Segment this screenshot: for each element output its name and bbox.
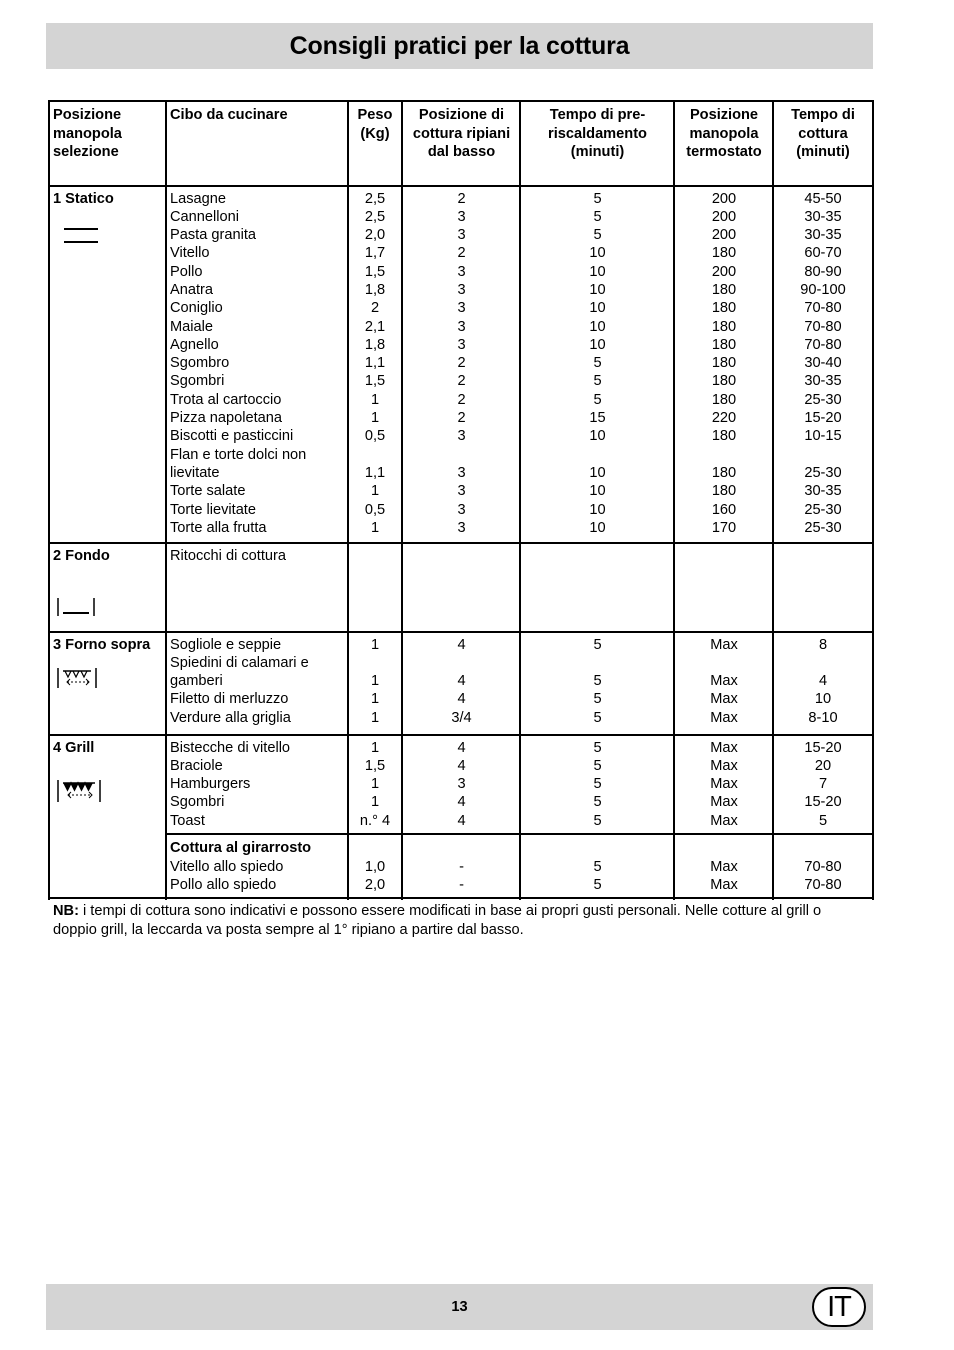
thermostat-cell: 200 <box>711 190 737 207</box>
table-border <box>872 100 874 900</box>
preheat-cell: 5 <box>593 858 602 875</box>
time-cell: 30-40 <box>804 355 842 372</box>
food-cell: Pollo allo spiedo <box>170 876 277 893</box>
thermostat-cell: 180 <box>711 391 737 408</box>
food-cell: Sgombri <box>170 373 225 390</box>
preheat-cell: 5 <box>593 709 602 726</box>
food-cell: Maiale <box>170 318 213 335</box>
preheat-cell <box>521 547 674 565</box>
thermostat-cell: 180 <box>711 318 737 335</box>
thermostat-column <box>675 739 773 830</box>
weight-cell: 2,0 <box>364 227 386 244</box>
time-cell: 10 <box>814 691 832 708</box>
shelf-cell: 3 <box>457 263 466 280</box>
thermostat-cell: Max <box>710 776 738 793</box>
thermostat-cell: Max <box>710 691 738 708</box>
shelf-cell: - <box>459 876 464 893</box>
thermostat-cell: Max <box>710 876 738 893</box>
time-cell: 25-30 <box>804 519 842 536</box>
food-cell: Torte lievitate <box>170 501 256 518</box>
preheat-cell: 5 <box>593 391 602 408</box>
food-cell: Bistecche di vitello <box>170 739 291 756</box>
food-cell: Ritocchi di cottura <box>170 547 286 564</box>
top-heating-fan-icon <box>56 666 100 690</box>
time-column <box>774 739 872 830</box>
weight-cell: 0,5 <box>364 428 386 445</box>
thermostat-cell: 180 <box>711 483 737 500</box>
food-cell: Lasagne <box>170 190 226 207</box>
thermostat-cell: Max <box>710 794 738 811</box>
preheat-cell: 5 <box>593 355 602 372</box>
food-column <box>170 636 345 727</box>
footnote-label: NB: <box>53 903 79 919</box>
thermostat-column <box>675 636 773 727</box>
food-cell: Trota al cartoccio <box>170 391 282 408</box>
preheat-cell: 5 <box>593 794 602 811</box>
food-column <box>170 547 345 565</box>
time-cell: 5 <box>818 812 828 829</box>
time-column <box>774 547 872 565</box>
shelf-cell: 4 <box>457 812 466 829</box>
shelf-cell: 2 <box>457 391 466 408</box>
shelf-column <box>403 190 520 538</box>
weight-cell <box>348 654 402 672</box>
preheat-cell: 5 <box>593 739 602 756</box>
food-cell: Agnello <box>170 336 219 353</box>
weight-cell: n.° 4 <box>359 812 391 829</box>
preheat-cell: 5 <box>593 373 602 390</box>
thermostat-cell: 200 <box>711 227 737 244</box>
weight-cell: 1 <box>370 391 380 408</box>
thermostat-cell: 180 <box>711 300 737 317</box>
shelf-cell: 2 <box>457 373 466 390</box>
mode-label: 2 Fondo <box>53 548 110 564</box>
shelf-cell: 3 <box>457 428 466 445</box>
header-weight: Peso (Kg) <box>357 107 393 142</box>
time-cell: 8 <box>818 636 828 653</box>
thermostat-cell <box>675 654 773 672</box>
thermostat-cell: Max <box>710 812 738 829</box>
weight-cell: 1 <box>370 739 380 756</box>
food-column <box>170 739 345 830</box>
shelf-cell: 3 <box>457 776 466 793</box>
weight-cell: 1,1 <box>364 464 386 481</box>
shelf-cell: 2 <box>457 410 466 427</box>
weight-cell: 1,1 <box>364 355 386 372</box>
shelf-column <box>403 547 520 565</box>
table-border <box>48 897 874 899</box>
thermostat-cell: 180 <box>711 355 737 372</box>
food-cell: Vitello allo spiedo <box>170 858 284 875</box>
column-divider <box>165 100 167 900</box>
mode-label: 1 Statico <box>53 191 114 207</box>
cooking-table <box>48 100 874 900</box>
preheat-cell: 5 <box>593 636 602 653</box>
food-cell: Vitello <box>170 245 210 262</box>
preheat-cell: 10 <box>589 464 606 481</box>
time-cell: 25-30 <box>804 464 842 481</box>
preheat-cell: 10 <box>589 263 606 280</box>
weight-cell: 2,5 <box>364 208 386 225</box>
food-cell: Torte alla frutta <box>170 519 267 536</box>
thermostat-cell <box>675 446 773 464</box>
header-preheat: Tempo di pre- riscaldamento (minuti) <box>548 107 647 160</box>
time-cell: 7 <box>818 776 828 793</box>
thermostat-cell: 200 <box>711 208 737 225</box>
header-divider <box>48 185 874 187</box>
preheat-cell: 5 <box>593 208 602 225</box>
weight-cell: 1 <box>370 776 380 793</box>
thermostat-column <box>675 190 773 538</box>
preheat-cell <box>521 446 674 464</box>
shelf-cell: 4 <box>457 794 466 811</box>
weight-column <box>348 739 402 830</box>
shelf-column <box>403 636 520 727</box>
preheat-cell: 15 <box>589 410 606 427</box>
weight-cell: 2,1 <box>364 318 386 335</box>
thermostat-cell: Max <box>710 757 738 774</box>
weight-cell: 1 <box>370 483 380 500</box>
thermostat-cell: 180 <box>711 245 737 262</box>
header-food: Cibo da cucinare <box>170 107 288 123</box>
preheat-cell: 5 <box>593 673 602 690</box>
shelf-cell: 3 <box>457 281 466 298</box>
time-cell: 30-35 <box>804 208 842 225</box>
shelf-cell: 4 <box>457 673 466 690</box>
time-cell <box>774 446 872 464</box>
thermostat-cell: 160 <box>711 501 737 518</box>
food-cell: gamberi <box>170 673 223 690</box>
time-cell: 70-80 <box>804 336 842 353</box>
section-divider <box>167 833 874 835</box>
thermostat-cell: 180 <box>711 281 737 298</box>
thermostat-cell: Max <box>710 673 738 690</box>
weight-cell: 1,5 <box>364 263 386 280</box>
weight-cell: 2,5 <box>364 190 386 207</box>
time-cell: 15-20 <box>804 739 842 756</box>
time-cell: 80-90 <box>804 263 842 280</box>
title-bar <box>46 23 873 69</box>
preheat-cell: 5 <box>593 227 602 244</box>
food-column <box>170 190 345 538</box>
preheat-cell: 5 <box>593 757 602 774</box>
food-cell: Hamburgers <box>170 776 251 793</box>
weight-cell: 1 <box>370 794 380 811</box>
preheat-column <box>521 636 674 727</box>
thermostat-cell: 170 <box>711 519 737 536</box>
thermostat-cell: Max <box>710 709 738 726</box>
shelf-cell: 3 <box>457 464 466 481</box>
thermostat-column <box>675 547 773 565</box>
food-cell: Sgombri <box>170 794 225 811</box>
language-badge: IT <box>812 1287 866 1327</box>
weight-cell: 1,8 <box>364 336 386 353</box>
time-cell: 20 <box>814 757 832 774</box>
time-column <box>774 190 872 538</box>
weight-cell: 1,5 <box>364 757 386 774</box>
time-cell: 25-30 <box>804 391 842 408</box>
shelf-cell: 2 <box>457 245 466 262</box>
footer-bar <box>46 1284 873 1330</box>
weight-cell <box>348 446 402 464</box>
time-cell: 30-35 <box>804 227 842 244</box>
food-cell: Braciole <box>170 757 223 774</box>
section-divider <box>48 542 874 544</box>
food-cell: Sgombro <box>170 355 230 372</box>
time-column <box>774 636 872 727</box>
weight-cell: 0,5 <box>364 501 386 518</box>
weight-cell: 1 <box>370 673 380 690</box>
preheat-cell: 10 <box>589 519 606 536</box>
grill-fan-icon <box>56 779 104 803</box>
time-cell: 70-80 <box>804 858 842 875</box>
mode-label: 3 Forno sopra <box>53 637 151 653</box>
time-cell <box>774 654 872 672</box>
page-number: 13 <box>451 1299 468 1315</box>
food-cell: Anatra <box>170 281 213 298</box>
food-column <box>170 858 345 895</box>
preheat-cell: 5 <box>593 190 602 207</box>
time-cell: 15-20 <box>804 794 842 811</box>
shelf-cell: 4 <box>457 757 466 774</box>
preheat-cell: 10 <box>589 245 606 262</box>
header-position: Posizione manopola selezione <box>53 107 122 160</box>
preheat-cell: 10 <box>589 483 606 500</box>
time-cell: 10-15 <box>804 428 842 445</box>
preheat-cell: 5 <box>593 776 602 793</box>
section-divider <box>48 734 874 736</box>
time-cell: 15-20 <box>804 410 842 427</box>
thermostat-cell: 180 <box>711 336 737 353</box>
weight-cell: 1 <box>370 691 380 708</box>
shelf-cell: 3 <box>457 208 466 225</box>
shelf-cell <box>403 654 520 672</box>
food-cell: Cannelloni <box>170 208 239 225</box>
thermostat-column <box>675 858 773 895</box>
time-cell: 60-70 <box>804 245 842 262</box>
time-cell <box>774 547 872 565</box>
time-cell: 90-100 <box>800 281 846 298</box>
shelf-cell: 4 <box>457 739 466 756</box>
thermostat-cell: 180 <box>711 428 737 445</box>
weight-column <box>348 190 402 538</box>
preheat-cell: 10 <box>589 428 606 445</box>
food-cell: Biscotti e pasticcini <box>170 428 294 445</box>
footnote <box>53 902 863 940</box>
weight-cell: 2 <box>370 300 380 317</box>
thermostat-cell: 180 <box>711 464 737 481</box>
food-cell: Verdure alla griglia <box>170 709 291 726</box>
preheat-cell: 5 <box>593 691 602 708</box>
weight-column <box>348 636 402 727</box>
food-cell: Flan e torte dolci non <box>170 446 307 463</box>
weight-cell: 1,5 <box>364 373 386 390</box>
food-cell: Torte salate <box>170 483 246 500</box>
weight-cell: 2,0 <box>364 876 386 893</box>
preheat-cell: 10 <box>589 336 606 353</box>
page-title: Consigli pratici per la cottura <box>289 32 630 60</box>
header-shelf: Posizione di cottura ripiani dal basso <box>412 107 511 160</box>
preheat-cell <box>521 654 674 672</box>
thermostat-cell <box>675 547 773 565</box>
food-cell: Toast <box>170 812 205 829</box>
weight-cell: 1 <box>370 410 380 427</box>
thermostat-cell: Max <box>710 739 738 756</box>
shelf-cell: 2 <box>457 190 466 207</box>
preheat-cell: 10 <box>589 281 606 298</box>
food-cell: Pizza napoletana <box>170 410 282 427</box>
time-cell: 4 <box>818 673 828 690</box>
time-column <box>774 858 872 895</box>
time-cell: 8-10 <box>808 709 838 726</box>
food-cell: Coniglio <box>170 300 223 317</box>
shelf-cell: 3 <box>457 519 466 536</box>
table-border <box>48 100 50 900</box>
time-cell: 30-35 <box>804 483 842 500</box>
shelf-cell: 3 <box>457 336 466 353</box>
weight-cell: 1,7 <box>364 245 386 262</box>
preheat-column <box>521 547 674 565</box>
header-time: Tempo di cottura (minuti) <box>791 107 855 160</box>
spit-subheading: Cottura al girarrosto <box>170 840 312 856</box>
shelf-cell: 2 <box>457 355 466 372</box>
static-heating-icon <box>62 225 102 247</box>
weight-cell: 1 <box>370 636 380 653</box>
shelf-cell: - <box>459 858 464 875</box>
thermostat-cell: 200 <box>711 263 737 280</box>
weight-cell: 1,8 <box>364 281 386 298</box>
shelf-column <box>403 739 520 830</box>
mode-label: 4 Grill <box>53 740 95 756</box>
weight-cell <box>348 547 402 565</box>
weight-cell: 1,0 <box>364 858 386 875</box>
time-cell: 25-30 <box>804 501 842 518</box>
shelf-cell: 3 <box>457 501 466 518</box>
thermostat-cell: 180 <box>711 373 737 390</box>
weight-column <box>348 547 402 565</box>
thermostat-cell: Max <box>710 636 738 653</box>
preheat-cell: 10 <box>589 501 606 518</box>
section-divider <box>48 631 874 633</box>
footnote-text: i tempi di cottura sono indicativi e possono essere modificati in base ai propri gusti personali. Nelle cotture al grill o doppio grill, la leccarda va posta sempre al 1° ripiano a partire dal basso. <box>53 903 822 938</box>
food-cell: Pollo <box>170 263 203 280</box>
preheat-cell: 10 <box>589 300 606 317</box>
header-thermostat: Posizione manopola termostato <box>686 107 762 160</box>
time-cell: 70-80 <box>804 318 842 335</box>
shelf-cell <box>403 547 520 565</box>
food-cell: Sogliole e seppie <box>170 636 282 653</box>
table-border <box>48 100 874 102</box>
time-cell: 45-50 <box>804 190 842 207</box>
food-cell: Pasta granita <box>170 227 256 244</box>
preheat-cell: 10 <box>589 318 606 335</box>
time-cell: 70-80 <box>804 876 842 893</box>
shelf-cell <box>403 446 520 464</box>
weight-cell: 1 <box>370 519 380 536</box>
shelf-cell: 3 <box>457 318 466 335</box>
preheat-column <box>521 739 674 830</box>
time-cell: 70-80 <box>804 300 842 317</box>
food-cell: lievitate <box>170 464 220 481</box>
thermostat-cell: Max <box>710 858 738 875</box>
food-cell: Filetto di merluzzo <box>170 691 289 708</box>
weight-column <box>348 858 402 895</box>
thermostat-cell: 220 <box>711 410 737 427</box>
preheat-column <box>521 190 674 538</box>
preheat-cell: 5 <box>593 812 602 829</box>
shelf-cell: 4 <box>457 636 466 653</box>
shelf-cell: 3 <box>457 227 466 244</box>
weight-cell: 1 <box>370 709 380 726</box>
preheat-cell: 5 <box>593 876 602 893</box>
food-cell: Spiedini di calamari e <box>170 654 309 671</box>
shelf-cell: 3/4 <box>451 709 472 726</box>
preheat-column <box>521 858 674 895</box>
shelf-cell: 3 <box>457 483 466 500</box>
shelf-column <box>403 858 520 895</box>
shelf-cell: 4 <box>457 691 466 708</box>
shelf-cell: 3 <box>457 300 466 317</box>
time-cell: 30-35 <box>804 373 842 390</box>
bottom-heating-icon <box>56 597 98 619</box>
